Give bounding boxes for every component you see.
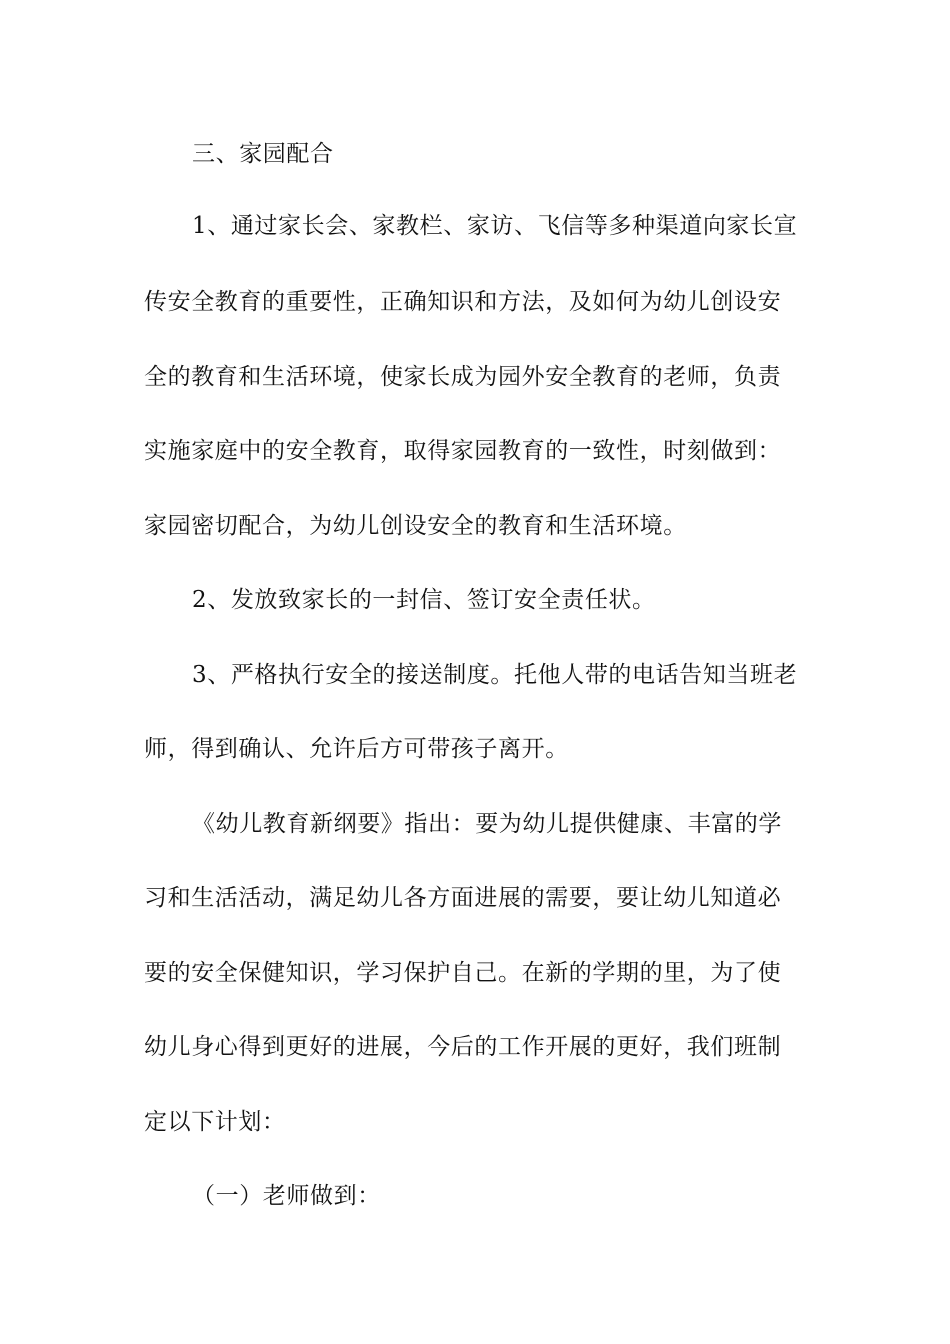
paragraph-1-line-5: 家园密切配合，为幼儿创设安全的教育和生活环境。 (144, 513, 687, 539)
section-heading-home-school-cooperation: 三、家园配合 (192, 141, 334, 167)
paragraph-1-line-3: 全的教育和生活环境，使家长成为园外安全教育的老师，负责 (144, 364, 782, 390)
paragraph-3-line-2: 师，得到确认、允许后方可带孩子离开。 (144, 736, 569, 762)
paragraph-1-line-2: 传安全教育的重要性，正确知识和方法，及如何为幼儿创设安 (144, 289, 782, 315)
paragraph-4-line-2: 习和生活活动，满足幼儿各方面进展的需要，要让幼儿知道必 (144, 885, 782, 911)
paragraph-3-line-1: 3、严格执行安全的接送制度。托他人带的电话告知当班老 (192, 662, 798, 688)
paragraph-2-line-1: 2、发放致家长的一封信、签订安全责任状。 (192, 587, 656, 613)
subsection-heading-teacher: （一）老师做到： (192, 1183, 381, 1209)
paragraph-4-line-1: 《幼儿教育新纲要》指出：要为幼儿提供健康、丰富的学 (192, 811, 782, 837)
paragraph-1-line-4: 实施家庭中的安全教育，取得家园教育的一致性，时刻做到： (144, 438, 782, 464)
paragraph-4-line-3: 要的安全保健知识，学习保护自己。在新的学期的里，为了使 (144, 960, 782, 986)
paragraph-4-line-4: 幼儿身心得到更好的进展，今后的工作开展的更好，我们班制 (144, 1034, 782, 1060)
paragraph-1-line-1: 1、通过家长会、家教栏、家访、飞信等多种渠道向家长宣 (192, 213, 798, 239)
paragraph-4-line-5: 定以下计划： (144, 1109, 286, 1135)
